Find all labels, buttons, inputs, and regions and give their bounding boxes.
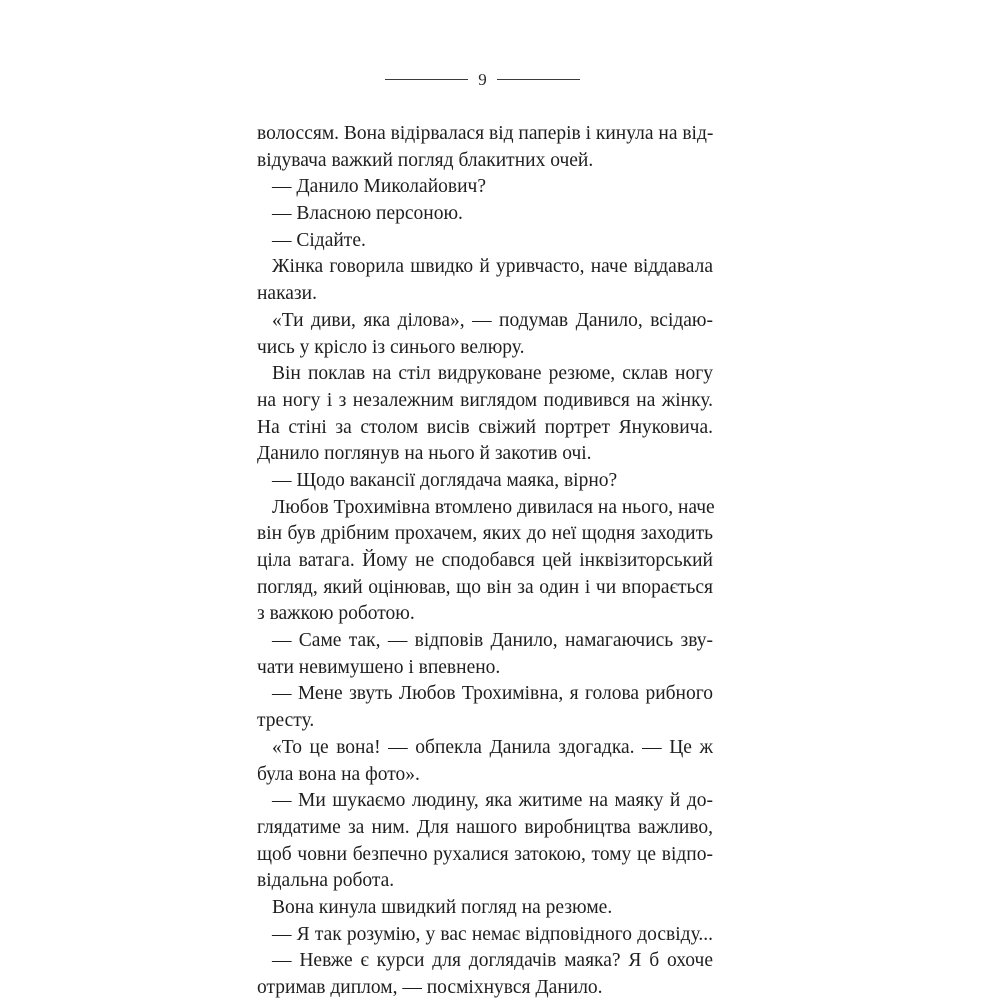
text-line: була вона на фото». xyxy=(257,763,420,785)
text-line: На стіні за столом висів свіжий портрет Януковича. xyxy=(257,416,713,438)
text-line: Вона кинула швидкий погляд на резюме. xyxy=(272,896,613,918)
page-header xyxy=(385,64,580,94)
text-line: чати невимушено і впевнено. xyxy=(257,656,501,678)
text-line: — Ми шукаємо людину, яка житиме на маяку й до- xyxy=(272,790,713,812)
text-line: — Данило Миколайович? xyxy=(272,176,486,198)
text-line: — Мене звуть Любов Трохимівна, я голова рибного xyxy=(272,683,713,705)
text-line: щоб човни безпечно рухалися затокою, тому це відпо- xyxy=(257,843,713,865)
text-line: — Невже є курси для доглядачів маяка? Я б охоче xyxy=(272,950,713,972)
text-line: Він поклав на стіл видруковане резюме, склав ногу xyxy=(272,363,713,385)
page-number: 9 xyxy=(478,69,487,89)
text-line: чись у крісло із синього велюру. xyxy=(257,336,525,358)
text-line: — Щодо вакансії доглядача маяка, вірно? xyxy=(272,469,618,491)
text-line: глядатиме за ним. Для нашого виробництва важливо, xyxy=(257,816,713,838)
header-rule-left xyxy=(385,79,468,80)
body-text xyxy=(257,121,713,1002)
text-line: — Саме так, — відповів Данило, намагаючись зву- xyxy=(272,630,713,652)
text-line: він був дрібним прохачем, яких до неї щодня заходить xyxy=(257,523,713,545)
text-line: тресту. xyxy=(257,710,315,732)
text-line: отримав диплом, — посміхнувся Данило. xyxy=(257,977,603,998)
text-line: «Ти диви, яка ділова», — подумав Данило, всідаю- xyxy=(272,309,713,331)
text-line: відальна робота. xyxy=(257,870,395,892)
text-line: накази. xyxy=(257,283,317,305)
text-line: «То це вона! — обпекла Данила здогадка. — Це ж xyxy=(272,736,713,758)
text-line: — Сідайте. xyxy=(272,229,366,251)
text-line: Любов Трохимівна втомлено дивилася на нього, наче xyxy=(272,496,715,518)
text-line: Жінка говорила швидко й уривчасто, наче віддавала xyxy=(272,256,713,278)
text-line: відувача важкий погляд блакитних очей. xyxy=(257,149,594,171)
text-line: Данило поглянув на нього й закотив очі. xyxy=(257,443,592,465)
text-line: — Власною персоною. xyxy=(272,203,463,225)
text-line: погляд, який оцінював, що він за один і чи впорається xyxy=(257,576,713,598)
text-line: волоссям. Вона відірвалася від паперів і кинула на від- xyxy=(257,123,714,144)
text-line: ціла ватага. Йому не сподобався цей інквізиторський xyxy=(257,550,713,571)
text-line: на ногу і з незалежним виглядом подивився на жінку. xyxy=(257,389,713,411)
text-line: — Я так розумію, у вас немає відповідного досвіду... xyxy=(272,923,713,945)
text-line: з важкою роботою. xyxy=(257,603,415,625)
header-rule-right xyxy=(497,79,580,80)
